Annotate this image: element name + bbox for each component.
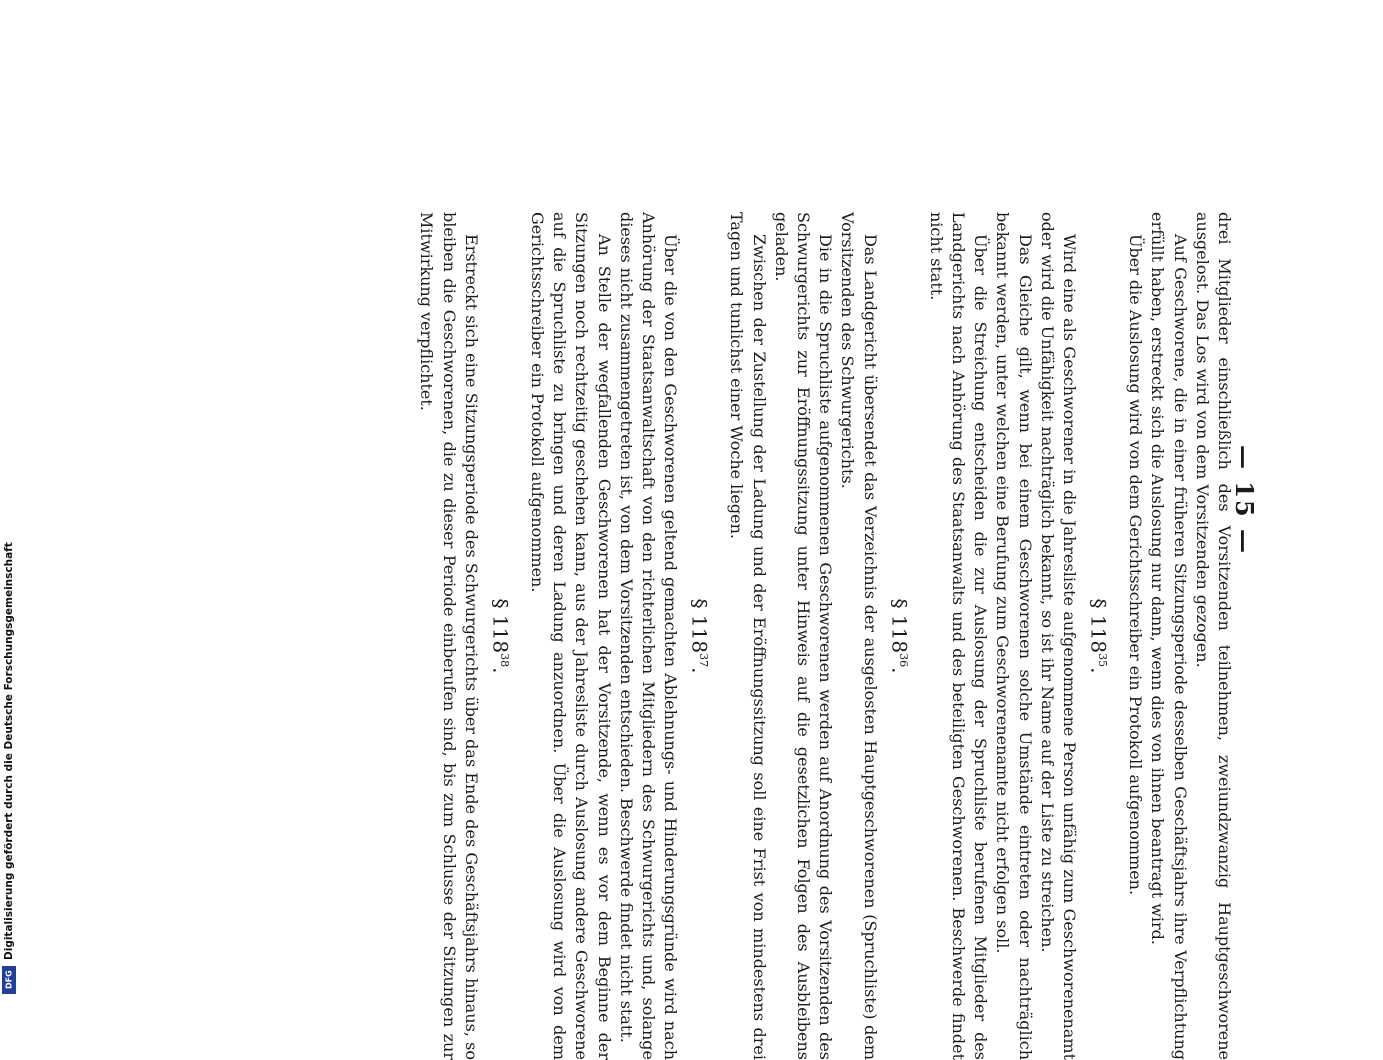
section-heading: § $118^{38}$. [488,598,513,674]
digitization-credit: Digitalisierung gefördert durch die Deutsche Forschungsgemeinschaft [3,542,15,960]
section-heading-text: § 118 [488,598,513,654]
section-heading-text: § 118 [1086,598,1111,654]
paragraph: An Stelle der wegfallenden Geschworenen hat der Vorsitzende, wenn es vor dem Beginne der Sitzungen noch rechtzeitig geschehen kann, aus der Jahresliste durch Auslosung andere Geschworene auf die Spruchliste zu bringen und deren Ladung anzuordnen. Über die Auslosung wird von dem Gerichtsschreiber ein Protokoll aufgenommen. [527,212,614,1060]
paragraph: Das Landgericht übersendet das Verzeichnis der ausgelosten Hauptgeschworenen (Spruchliste) dem Vorsitzenden des Schwurgerichts. [838,212,880,1060]
paragraph: Wird eine als Geschworener in die Jahresliste aufgenommene Person unfähig zum Geschworenenamt oder wird die Unfähigkeit nachträglich bekannt, so ist ihr Name auf der Liste zu streichen. [1037,212,1079,1060]
paragraph: Das Gleiche gilt, wenn bei einem Geschworenen solche Umstände eintreten oder nachträglich bekannt werden, unter welchen eine Berufung zum Geschworenenamte nicht erfolgen soll. [993,212,1035,1060]
paragraph: Die in die Spruchliste aufgenommenen Geschworenen werden auf Anordnung des Vorsitzenden des Schwurgerichts zur Eröffnungssitzung unter Hinweis auf die gesetzlichen Folgen des Ausbleibens geladen. [771,212,836,1060]
paragraph: Auf Geschworene, die in einer früheren Sitzungsperiode desselben Geschäftsjahrs ihre Verpflichtung erfüllt haben, erstreckt sich die Auslosung nur dann, wenn dies von ihnen beantragt wird. [1148,212,1190,1060]
paragraph: Zwischen der Zustellung der Ladung und der Eröffnungssitzung soll eine Frist von mindestens drei Tagen und tunlichst einer Woche liegen. [727,212,769,1060]
section-heading-text: § 118 [687,598,712,654]
section-heading-sup: 35 [1095,653,1109,668]
dfg-logo: DFG [2,966,16,994]
paragraph: Über die von den Geschworenen geltend gemachten Ablehnungs- und Hinderungsgründe wird nach Anhörung der Staatsanwaltschaft von den richterlichen Mitgliedern des Schwurgerichts und, solange dieses nicht zusammengetreten ist, von dem Vorsitzenden entschieden. Beschwerde findet nicht statt. [616,212,681,1060]
section-heading-sup: 37 [697,653,711,668]
section-heading: § $118^{36}$. [886,598,911,674]
section-heading: § $118^{37}$. [687,598,712,674]
section-heading-text: § 118 [886,598,911,654]
section-heading-sup: 36 [896,653,910,668]
body-text [415,212,1235,1060]
digitization-sidebar [0,0,22,1000]
page-number: — 15 — [1230,444,1259,556]
paragraph: Erstreckt sich eine Sitzungsperiode des Schwurgerichts über das Ende des Geschäftsjahrs hinaus, so bleiben die Geschworenen, die zu dieser Periode einberufen sind, bis zum Schlusse der Sitzungen zur Mitwirkung verpflichtet. [417,212,481,1060]
paragraph: Über die Streichung entscheiden die zur Auslosung der Spruchliste berufenen Mitglieder des Landgerichts nach Anhörung des Staatsanwalts und des beteiligten Geschworenen. Beschwerde findet nicht statt. [926,212,991,1060]
section-heading: § $118^{35}$. [1086,598,1111,674]
section-heading-sup: 38 [497,653,511,668]
paragraph: Über die Auslosung wird von dem Gerichtsschreiber ein Protokoll aufgenommen. [1126,234,1146,896]
paragraph: drei Mitglieder einschließlich des Vorsitzenden teilnehmen, zweiundzwanzig Hauptgeschworene ausgelost. Das Los wird von dem Vorsitzenden gezogen. [1192,212,1234,1060]
